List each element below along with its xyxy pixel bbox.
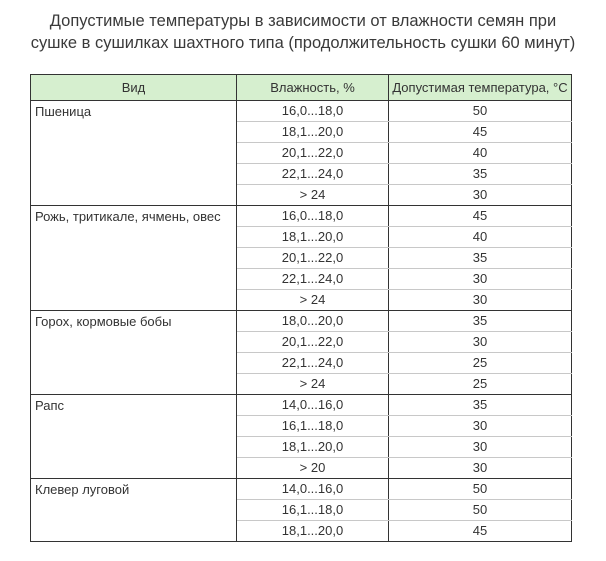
moisture-cell: 14,0...16,0 bbox=[237, 395, 389, 416]
temperature-cell: 30 bbox=[389, 290, 572, 311]
temperature-cell: 30 bbox=[389, 416, 572, 437]
crop-name-cell: Рапс bbox=[31, 395, 237, 479]
temperature-cell: 25 bbox=[389, 374, 572, 395]
moisture-cell: > 24 bbox=[237, 185, 389, 206]
header-crop: Вид bbox=[31, 75, 237, 101]
moisture-cell: 18,1...20,0 bbox=[237, 521, 389, 542]
crop-name-cell: Пшеница bbox=[31, 101, 237, 206]
table-row bbox=[31, 395, 572, 416]
temperature-cell: 30 bbox=[389, 269, 572, 290]
temperature-cell: 40 bbox=[389, 143, 572, 164]
temperature-cell: 45 bbox=[389, 521, 572, 542]
temperature-cell: 25 bbox=[389, 353, 572, 374]
temperature-cell: 35 bbox=[389, 311, 572, 332]
table-title bbox=[0, 10, 606, 54]
table-title-line-2: сушке в сушилках шахтного типа (продолжительность сушки 60 минут) bbox=[30, 34, 576, 52]
drying-temperature-table bbox=[30, 74, 572, 542]
moisture-cell: 22,1...24,0 bbox=[237, 164, 389, 185]
moisture-cell: 18,1...20,0 bbox=[237, 437, 389, 458]
temperature-cell: 50 bbox=[389, 479, 572, 500]
temperature-cell: 30 bbox=[389, 458, 572, 479]
temperature-cell: 35 bbox=[389, 395, 572, 416]
moisture-cell: 18,1...20,0 bbox=[237, 227, 389, 248]
moisture-cell: 16,1...18,0 bbox=[237, 500, 389, 521]
crop-name-cell: Горох, кормовые бобы bbox=[31, 311, 237, 395]
temperature-cell: 35 bbox=[389, 164, 572, 185]
moisture-cell: 18,0...20,0 bbox=[237, 311, 389, 332]
table-body bbox=[31, 101, 572, 542]
temperature-cell: 30 bbox=[389, 332, 572, 353]
table-row bbox=[31, 101, 572, 122]
moisture-cell: 20,1...22,0 bbox=[237, 248, 389, 269]
moisture-cell: 16,0...18,0 bbox=[237, 206, 389, 227]
moisture-cell: > 24 bbox=[237, 290, 389, 311]
table-row bbox=[31, 479, 572, 500]
moisture-cell: 16,0...18,0 bbox=[237, 101, 389, 122]
moisture-cell: 16,1...18,0 bbox=[237, 416, 389, 437]
moisture-cell: > 24 bbox=[237, 374, 389, 395]
temperature-cell: 30 bbox=[389, 185, 572, 206]
temperature-cell: 30 bbox=[389, 437, 572, 458]
moisture-cell: > 20 bbox=[237, 458, 389, 479]
table-row bbox=[31, 311, 572, 332]
temperature-cell: 40 bbox=[389, 227, 572, 248]
crop-name-cell: Клевер луговой bbox=[31, 479, 237, 542]
moisture-cell: 20,1...22,0 bbox=[237, 143, 389, 164]
moisture-cell: 22,1...24,0 bbox=[237, 353, 389, 374]
header-row bbox=[31, 75, 572, 101]
temperature-cell: 50 bbox=[389, 500, 572, 521]
moisture-cell: 20,1...22,0 bbox=[237, 332, 389, 353]
header-temperature: Допустимая температура, °С bbox=[389, 75, 572, 101]
temperature-cell: 50 bbox=[389, 101, 572, 122]
moisture-cell: 14,0...16,0 bbox=[237, 479, 389, 500]
moisture-cell: 22,1...24,0 bbox=[237, 269, 389, 290]
crop-name-cell: Рожь, тритикале, ячмень, овес bbox=[31, 206, 237, 311]
table-row bbox=[31, 206, 572, 227]
temperature-cell: 45 bbox=[389, 122, 572, 143]
header-moisture: Влажность, % bbox=[237, 75, 389, 101]
moisture-cell: 18,1...20,0 bbox=[237, 122, 389, 143]
table-title-line-1: Допустимые температуры в зависимости от влажности семян при bbox=[49, 12, 557, 30]
temperature-cell: 45 bbox=[389, 206, 572, 227]
temperature-cell: 35 bbox=[389, 248, 572, 269]
